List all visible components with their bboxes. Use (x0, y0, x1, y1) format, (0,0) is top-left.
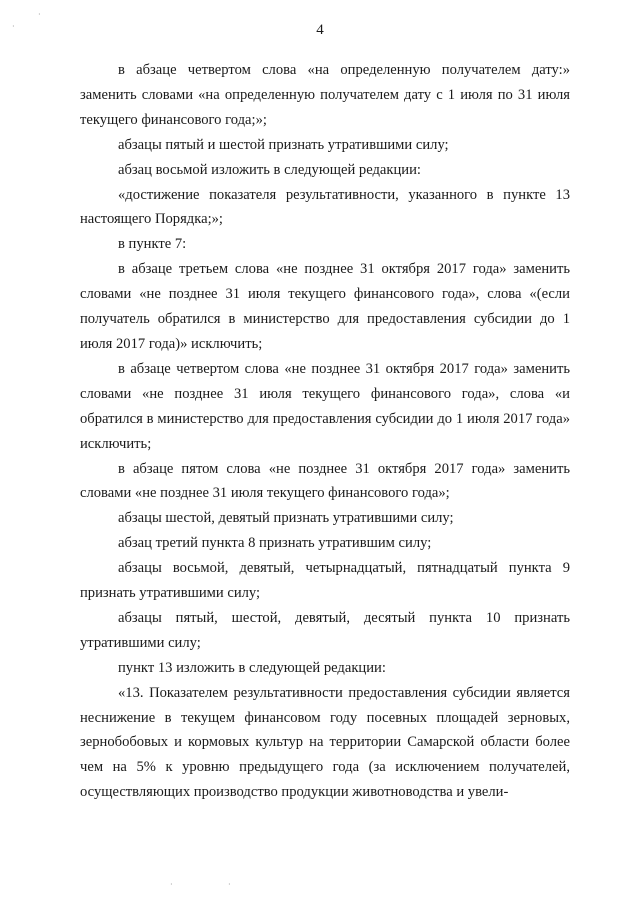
paragraph: пункт 13 изложить в следующей редакции: (118, 659, 386, 676)
page-number: 4 (316, 22, 324, 38)
paragraph: в абзаце пятом слова «не позднее 31 октября 2017 года» заменить словами «не позднее 31 июля текущего финансового года»; (80, 460, 570, 502)
document-body (80, 58, 570, 805)
paragraph: абзацы пятый и шестой признать утратившими силу; (118, 136, 449, 153)
paragraph: абзац третий пункта 8 признать утратившим силу; (118, 535, 432, 552)
paragraph: абзацы пятый, шестой, девятый, десятый пункта 10 признать утратившими силу; (80, 609, 570, 651)
paragraph: «13. Показателем результативности предоставления субсидии является неснижение в текущем финансовом году посевных площадей зерновых, зернобобовых и кормовых культур на территории Самарской области более чем на 5% к уровню предыдущего года (за исключением получателей, осуществляющих производство продукции животноводства и увели- (80, 684, 570, 801)
paragraph: в абзаце третьем слова «не позднее 31 октября 2017 года» заменить словами «не позднее 31 июля текущего финансового года», слова «(если получатель обратился в министерство для предоставления субсидии до 1 июля 2017 года)» исключить; (80, 261, 570, 352)
scan-speck: · (12, 22, 15, 31)
scan-speck: · (228, 880, 231, 889)
scan-speck: · (38, 10, 41, 19)
paragraph: абзац восьмой изложить в следующей редакции: (118, 161, 421, 178)
paragraph: в абзаце четвертом слова «на определенную получателем дату:» заменить словами «на определенную получателем дату с 1 июля по 31 июля текущего финансового года;»; (80, 62, 570, 128)
paragraph: в пункте 7: (118, 236, 187, 253)
paragraph: абзацы восьмой, девятый, четырнадцатый, пятнадцатый пункта 9 признать утратившими силу; (80, 560, 570, 602)
paragraph: в абзаце четвертом слова «не позднее 31 октября 2017 года» заменить словами «не позднее 31 июля текущего финансового года», слова «и обратился в министерство для предоставления субсидии до 1 июля 2017 года» исключить; (80, 360, 570, 452)
paragraph: «достижение показателя результативности, указанного в пункте 13 настоящего Порядка;»; (80, 186, 570, 228)
scan-speck: · (170, 880, 173, 889)
paragraph: абзацы шестой, девятый признать утратившими силу; (118, 510, 454, 527)
